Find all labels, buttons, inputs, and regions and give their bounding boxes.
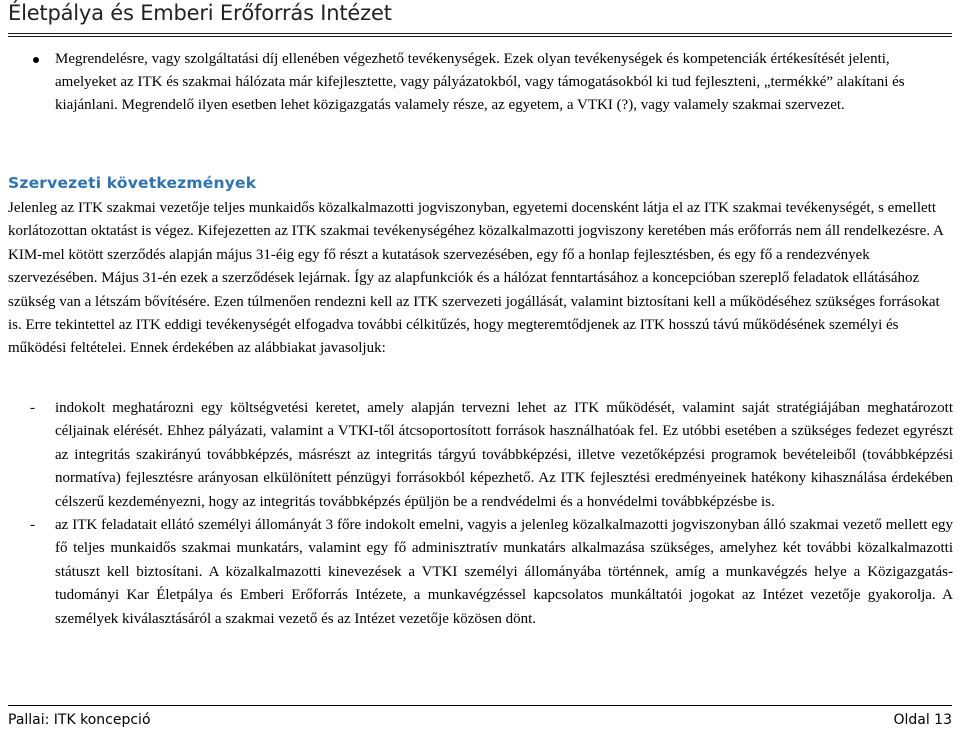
dash-marker: - [30, 400, 35, 416]
section-heading: Szervezeti következmények [8, 174, 257, 192]
recommendation-list [8, 397, 953, 631]
header-rule [8, 33, 952, 37]
header-title: Életpálya és Emberi Erőforrás Intézet [8, 1, 392, 25]
footer-rule [8, 705, 952, 706]
list-item-text: az ITK feladatait ellátó személyi állományát 3 főre indokolt emelni, vagyis a jelenleg közalkalmazotti jogviszonyban álló szakmai vezető mellett egy fő teljes munkaidős szakmai munkatárs, valamint egy fő adminisztratív munkatárs alkalmazása szükséges, amelyhez két további közalkalmazotti státuszt kell biztosítani. A közalkalmazotti kinevezések a VTKI személyi állományába történnek, amíg a munkavégzés helye a Közigazgatás-tudományi Kar Életpálya és Emberi Erőforrás Intézete, a munkavégzéssel kapcsolatos munkáltatói jogokat az Intézet vezetője gyakorolja. A személyek kiválasztásáról a szakmai vezető és az Intézet vezetője közösen dönt. [55, 517, 953, 627]
list-item-text: indokolt meghatározni egy költségvetési keretet, amely alapján tervezni lehet az ITK működését, valamint saját stratégiájában meghatározott céljainak elérését. Ehhez pályázati, valamint a VTKI-től átcsoportosított források használhatóak fel. Ez utóbbi esetében a szükséges fedezet egyrészt az integritás szakirányú továbbképzés, másrészt az integritás tárgyú továbbképzési, illetve vezetőképzési programok bevételeiből (továbbképzési normatíva) fejlesztésre arányosan elkülönített pénzügyi forrásokból képezhető. Az ITK fejlesztési eredményeinek hatékony kihasználása érdekében célszerű kezdeményezni, hogy az integritás továbbképzés épüljön be a rendvédelmi és a honvédelmi továbbképzésbe is. [55, 400, 953, 510]
bullet-icon [33, 57, 39, 63]
footer-page-number: Oldal 13 [893, 712, 952, 728]
list-item [8, 514, 953, 631]
section-paragraph: Jelenleg az ITK szakmai vezetője teljes munkaidős közalkalmazotti jogviszonyban, egyetemi docensként látja el az ITK szakmai tevékenységét, s emellett korlátozottan oktatást is végez. Kifejezetten az ITK szakmai tevékenységéhez közalkalmazotti jogviszony keretében más erőforrás nem áll rendelkezésre. A KIM-mel kötött szerződés alapján május 31-éig egy fő részt a kutatások szervezésében, egy fő a honlap fejlesztésben, és egy fő a rendezvények szervezésében. Május 31-én ezek a szerződések lejárnak. Így az alapfunkciók és a hálózat fenntartásához a koncepcióban szereplő feladatok ellátásához szükség van a létszám bővítésére. Ezen túlmenően rendezni kell az ITK szervezeti jogállását, valamint biztosítani kell a működéséhez szükséges forrásokat is. Erre tekintettel az ITK eddigi tevékenységét elfogadva további célkitűzés, hogy megteremtődjenek az ITK hosszú távú működésének személyi és működési feltételei. Ennek érdekében az alábbiakat javasoljuk: [8, 200, 944, 357]
list-item [36, 48, 948, 117]
bullet-list [36, 48, 948, 117]
page-header [8, 0, 952, 36]
bullet-text: Megrendelésre, vagy szolgáltatási díj ellenében végezhető tevékenységek. Ezek olyan tevékenységek és kompetenciák értékesítését jelenti, amelyeket az ITK és szakmai hálózata már kifejlesztette, vagy pályázatokból, vagy támogatásokból ki tud fejleszteni, „termékké” alakítani és kiajánlani. Megrendelő ilyen esetben lehet közigazgatás valamely része, az egyetem, a VTKI (?), vagy valamely szakmai szervezet. [55, 51, 905, 113]
list-item [8, 397, 953, 514]
footer-doc-title: Pallai: ITK koncepció [8, 712, 151, 728]
dash-marker: - [30, 517, 35, 534]
